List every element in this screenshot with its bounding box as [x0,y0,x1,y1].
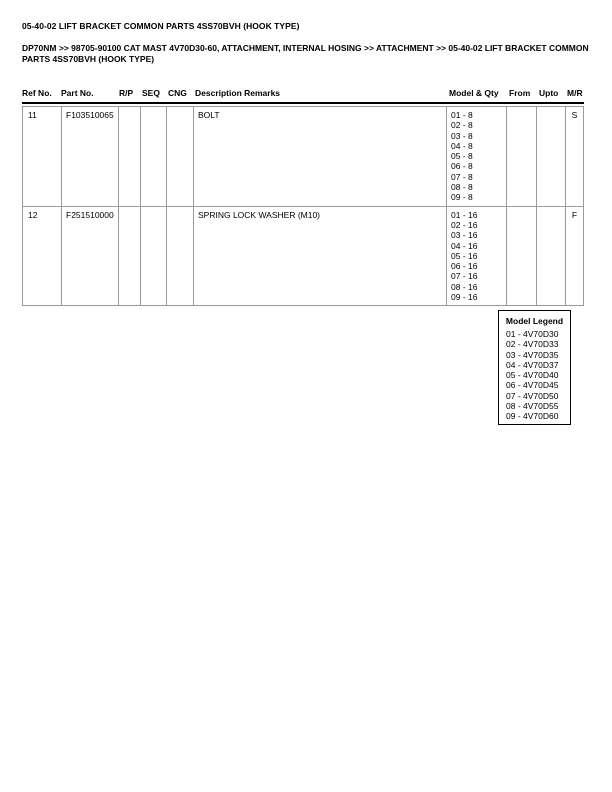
header-divider [22,102,584,104]
legend-item: 05 - 4V70D40 [506,370,559,381]
parts-table [22,106,584,306]
legend-item: 08 - 4V70D55 [506,401,559,412]
model-qty-entry: 04 - 8 [451,140,473,151]
table-row [23,206,584,306]
model-legend-title: Model Legend [505,316,564,326]
legend-item: 01 - 4V70D30 [506,329,559,339]
cell-from [507,107,537,207]
model-qty-entry: 08 - 8 [451,182,473,193]
model-legend-list [499,329,570,422]
legend-item: 04 - 4V70D37 [506,359,559,370]
header-ref-no: Ref No. [22,88,52,98]
header-upto: Upto [539,88,559,98]
cell-cng [167,107,194,207]
header-rp: R/P [119,88,134,98]
model-qty-entry: 07 - 16 [451,271,478,282]
header-seq: SEQ [142,88,160,98]
legend-item: 09 - 4V70D60 [506,411,559,422]
cell-model-qty [447,107,507,207]
model-qty-entry: 02 - 8 [451,120,473,131]
cell-from [507,206,537,306]
cell-mr: S [566,107,584,207]
header-part-no: Part No. [61,88,94,98]
model-qty-entry: 06 - 8 [451,161,473,172]
cell-seq [141,206,167,306]
model-legend [498,310,571,425]
cell-cng [167,206,194,306]
cell-ref-no: 12 [23,206,62,306]
legend-item: 06 - 4V70D45 [506,380,559,391]
model-qty-entry: 09 - 8 [451,192,473,203]
parts-table-body [23,107,584,306]
cell-description: SPRING LOCK WASHER (M10) [194,206,447,306]
cell-upto [537,107,566,207]
cell-model-qty [447,206,507,306]
page-title: 05-40-02 LIFT BRACKET COMMON PARTS 4SS70BVH (HOOK TYPE) [22,21,300,31]
cell-rp [119,206,141,306]
header-cng: CNG [168,88,187,98]
breadcrumb: DP70NM >> 98705-90100 CAT MAST 4V70D30-60, ATTACHMENT, INTERNAL HOSING >> ATTACHMENT >> 05-40-02 LIFT BRACKET COMMON PARTS 4SS70BVH (HOOK TYPE) [22,43,589,64]
model-qty-entry: 03 - 16 [451,230,478,241]
header-mr: M/R [567,88,583,98]
model-qty-entry: 02 - 16 [451,219,478,230]
header-from: From [509,88,531,98]
model-qty-entry: 08 - 16 [451,281,478,292]
header-description: Description Remarks [195,88,281,98]
model-qty-entry: 01 - 8 [451,110,473,120]
cell-rp [119,107,141,207]
cell-part-no: F103510065 [62,107,119,207]
cell-seq [141,107,167,207]
cell-upto [537,206,566,306]
model-qty-entry: 03 - 8 [451,130,473,141]
cell-part-no: F251510000 [62,206,119,306]
model-qty-entry: 09 - 16 [451,292,478,303]
model-qty-entry: 04 - 16 [451,240,478,251]
header-model-qty: Model & Qty [449,88,499,98]
model-qty-entry: 05 - 8 [451,151,473,162]
model-qty-entry: 01 - 16 [451,209,478,220]
cell-ref-no: 11 [23,107,62,207]
cell-description: BOLT [194,107,447,207]
legend-item: 03 - 4V70D35 [506,349,559,360]
model-qty-entry: 07 - 8 [451,171,473,182]
table-row [23,107,584,207]
model-qty-entry: 06 - 16 [451,261,478,272]
legend-item: 07 - 4V70D50 [506,390,559,401]
cell-mr: F [566,206,584,306]
model-qty-entry: 05 - 16 [451,250,478,261]
legend-item: 02 - 4V70D33 [506,339,559,350]
